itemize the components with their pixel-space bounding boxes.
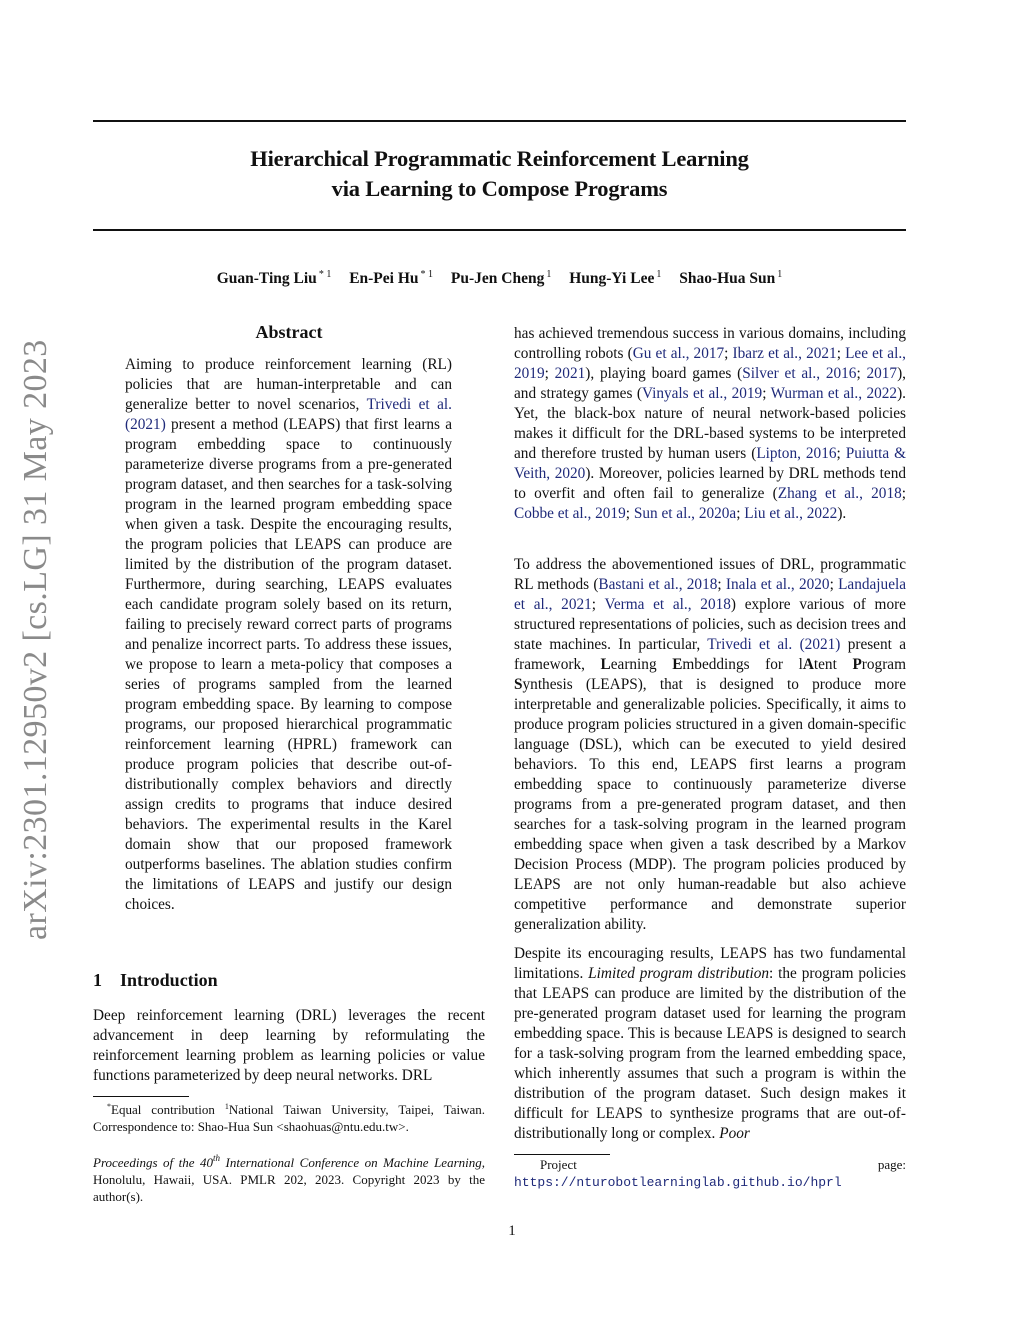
intro-left-text: Deep reinforcement learning (DRL) leverages the recent advancement in deep learning by reformulating the reinforcement learning problem as learning policies or value functions parameterized by deep neural networks. DRL: [93, 1007, 485, 1084]
citation-link[interactable]: Lee et al., 2019: [514, 345, 906, 382]
project-page-link[interactable]: https://nturobotlearninglab.github.io/hprl: [514, 1175, 842, 1190]
title-top-rule: [93, 120, 906, 122]
citation-link[interactable]: Zhang et al., 2018: [777, 485, 902, 502]
citation-link[interactable]: Gu et al., 2017: [632, 345, 725, 362]
footnote-rule: [514, 1154, 610, 1155]
author: Hung-Yi Lee $^1$: [569, 269, 662, 287]
title-line-2: via Learning to Compose Programs: [331, 176, 668, 201]
footnote-affiliation: *Equal contribution $^1$National Taiwan University, Taipei, Taiwan. Correspondence to: Shao-Hua Sun <shaohuas@ntu.edu.tw>.: [93, 1102, 485, 1134]
citation-link[interactable]: Bastani et al., 2018: [598, 576, 718, 593]
paper-title: [93, 144, 906, 204]
author-list: [93, 264, 906, 290]
citation-link[interactable]: Wurman et al., 2022: [770, 385, 898, 402]
author: Guan-Ting Liu $^{* 1}$: [216, 269, 332, 287]
citation-link[interactable]: Puiutta & Veith, 2020: [514, 445, 906, 482]
author: Shao-Hua Sun $^1$: [679, 269, 783, 287]
title-bottom-rule: [93, 229, 906, 231]
citation-link[interactable]: Sun et al., 2020a: [633, 505, 737, 522]
citation-link[interactable]: Cobbe et al., 2019: [514, 505, 626, 522]
intro-right-paragraph-1: has achieved tremendous success in various domains, including controlling robots (Gu et al., 2017; Ibarz et al., 2021; Lee et al., 2019; 2021), playing board games (Silver et al., 2016; 2017), and strategy games (Vinyals et al., 2019; Wurman et al., 2022). Yet, the black-box nature of neural network-based policies makes it difficult for the DRL-based systems to be interpreted and therefore trusted by human users (Lipton, 2016; Puiutta & Veith, 2020). Moreover, policies learned by DRL methods tend to overfit and often fail to generalize (Zhang et al., 2018; Cobbe et al., 2019; Sun et al., 2020a; Liu et al., 2022).: [514, 325, 907, 522]
intro-right-paragraph-3: Despite its encouraging results, LEAPS has two fundamental limitations. Limited program distribution: the program policies that LEAPS can produce are limited by the distribution of the pre-generated program dataset used for learning the program embedding space. This is because LEAPS is designed to search for a task-solving program from the learned embedding space, which inherently assumes that such a program is within the distribution of the program dataset. Such design makes it difficult for LEAPS to synthesize programs that are out-of-distributionally long or complex. Poor: [514, 945, 906, 1142]
citation-link[interactable]: 2021: [554, 365, 586, 382]
footnote-project-page: Project page: https://nturobotlearninglab.github.io/hprl: [514, 1157, 906, 1190]
arxiv-stamp: arXiv:2301.12950v2 [cs.LG] 31 May 2023: [17, 339, 54, 940]
citation-link[interactable]: Ibarz et al., 2021: [732, 345, 837, 362]
citation-link[interactable]: Landajuela et al., 2021: [514, 576, 907, 613]
citation-link[interactable]: Lipton, 2016: [756, 445, 837, 462]
footnote-rule: [93, 1096, 189, 1097]
citation-link[interactable]: Vinyals et al., 2019: [641, 385, 763, 402]
citation-link[interactable]: Liu et al., 2022: [744, 505, 838, 522]
page-number: 1: [508, 1223, 516, 1239]
citation-link[interactable]: Verma et al., 2018: [604, 596, 731, 613]
title-line-1: Hierarchical Programmatic Reinforcement Learning: [250, 146, 749, 171]
abstract-body: Aiming to produce reinforcement learning (RL) policies that are human-interpretable and can generalize better to novel scenarios, Trivedi et al. (2021) present a method (LEAPS) that first learns a program embedding space to continuously parameterize diverse programs from a pre-generated program dataset, and then searches for a task-solving program in the learned program embedding space when given a task. Despite the encouraging results, the program policies that LEAPS can produce are limited by the distribution of the program dataset. Furthermore, during searching, LEAPS evaluates each candidate program solely based on its return, failing to precisely reward correct parts of programs and penalize incorrect parts. To address these issues, we propose to learn a meta-policy that composes a series of programs sampled from the learned program embedding space. By learning to compose programs, our proposed hierarchical programmatic reinforcement learning (HPRL) framework can produce program policies that describe out-of-distributionally complex behaviors and directly assign credits to programs that induce desired behaviors. The experimental results in the Karel domain show that our proposed framework outperforms baselines. The ablation studies confirm the limitations of LEAPS and justify our design choices.: [125, 356, 452, 913]
proceedings-notice: Proceedings of the 40th International Conference on Machine Learning, Honolulu, Hawaii, USA. PMLR 202, 2023. Copyright 2023 by the author(s).: [93, 1153, 485, 1204]
citation-link[interactable]: Trivedi et al. (2021): [707, 636, 841, 653]
citation-link[interactable]: Inala et al., 2020: [725, 576, 830, 593]
citation-link[interactable]: Silver et al., 2016: [742, 365, 857, 382]
intro-right-paragraph-2: To address the abovementioned issues of DRL, programmatic RL methods (Bastani et al., 2018; Inala et al., 2020; Landajuela et al., 2021; Verma et al., 2018) explore various of more structured representations of policies, such as decision trees and state machines. In particular, Trivedi et al. (2021) present a framework, Learning Embeddings for lAtent Program Synthesis (LEAPS), that is designed to produce more interpretable and generalizable policies. Specifically, it aims to produce program policies structured in a given domain-specific language (DSL), which can be executed to yield desired behaviors. To this end, LEAPS first learns a program embedding space to continuously parameterize diverse programs from a pre-generated program dataset, and then searches for a task-solving program in the learned program embedding space when given a task described by a Markov Decision Process (MDP). The program policies produced by LEAPS are not only human-readable but also achieve competitive performance and demonstrate superior generalization ability.: [514, 556, 907, 933]
citation-link[interactable]: Trivedi et al. (2021): [125, 396, 452, 433]
abstract-heading: Abstract: [255, 322, 323, 342]
citation-link[interactable]: 2017: [866, 365, 898, 382]
section-heading-introduction: 1 Introduction: [93, 970, 218, 990]
author: En-Pei Hu $^{* 1}$: [349, 269, 434, 287]
author: Pu-Jen Cheng $^1$: [450, 269, 552, 287]
